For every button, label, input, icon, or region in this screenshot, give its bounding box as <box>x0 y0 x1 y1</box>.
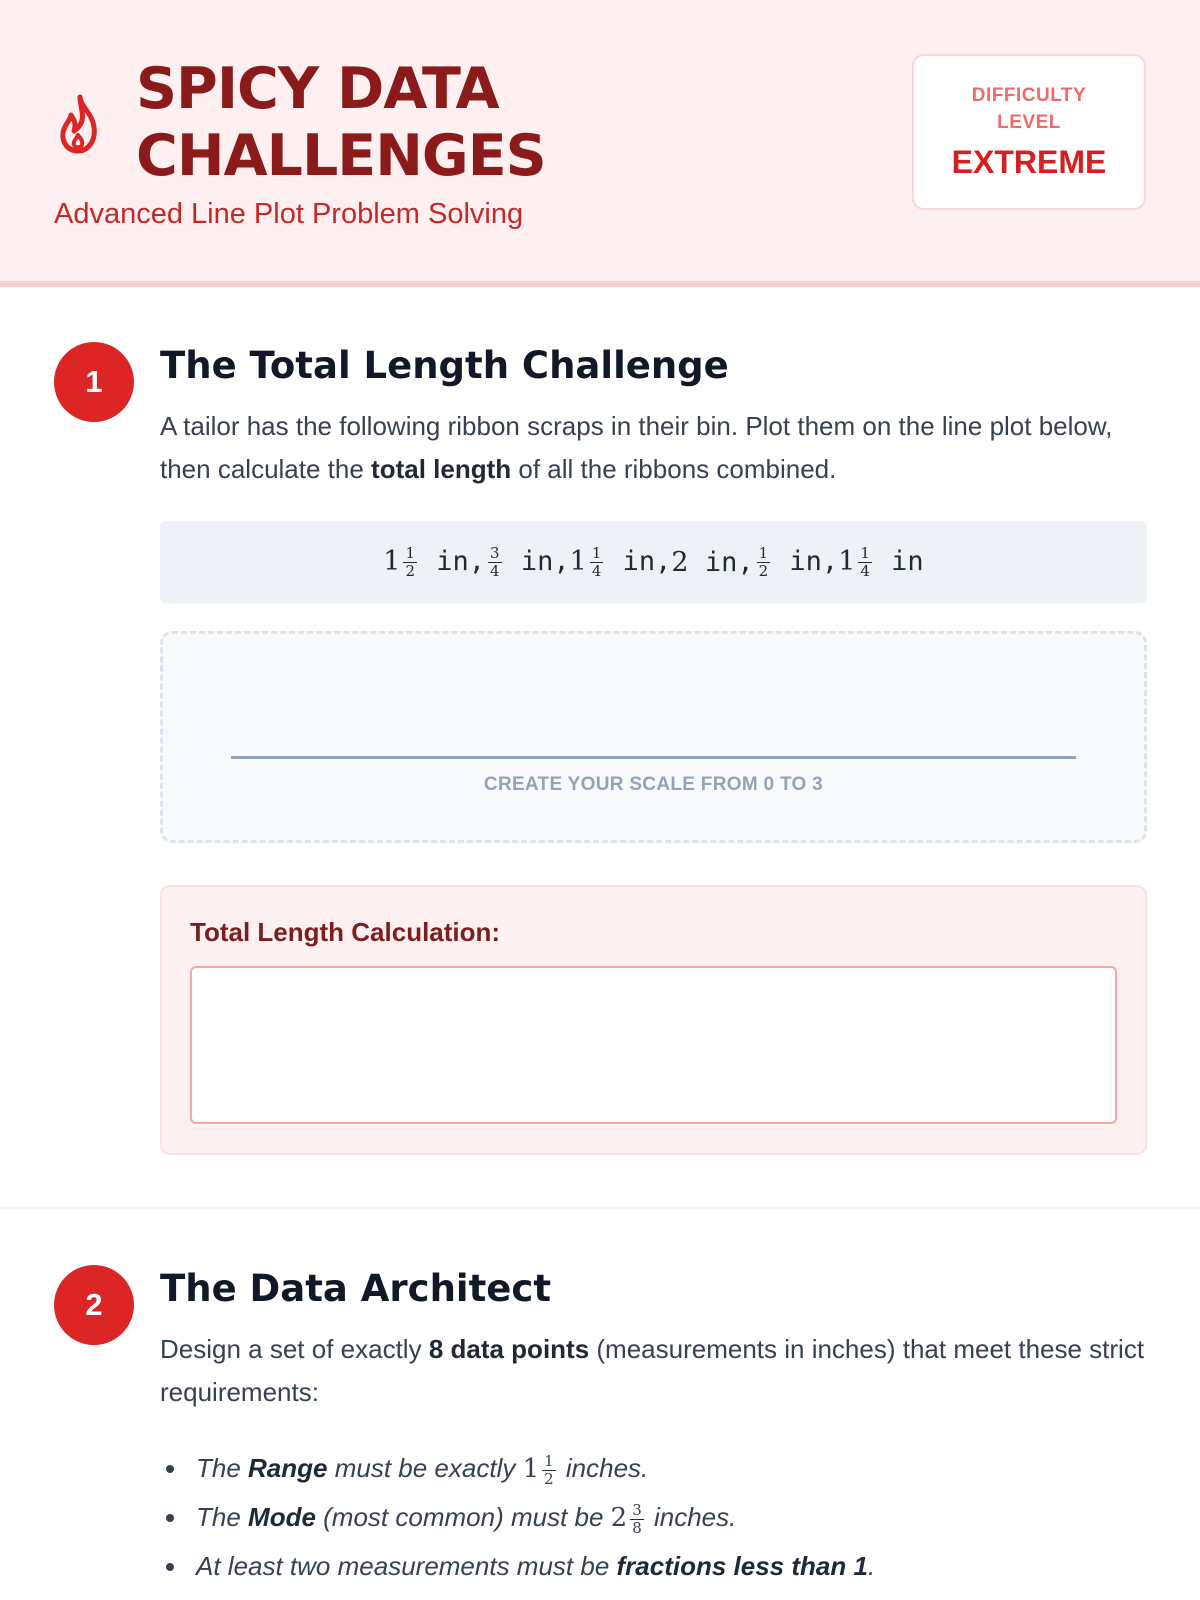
description-text-end: (measurements in inches) that meet these strict requirements: <box>160 1334 1145 1407</box>
fraction-numerator: 1 <box>591 543 602 562</box>
req-text: inches. <box>646 1502 737 1532</box>
problem-description <box>160 1328 1147 1414</box>
fraction-denominator: 2 <box>405 561 416 580</box>
brand <box>54 56 546 231</box>
problem-title: The Data Architect <box>160 1267 552 1310</box>
fraction <box>542 1453 556 1488</box>
measurement-fraction <box>858 545 872 580</box>
fraction-denominator: 4 <box>860 561 870 580</box>
measurement-item <box>485 545 570 580</box>
measurement-unit: in <box>874 545 924 577</box>
problem-1 <box>0 287 1200 1209</box>
description-text: Design a set of exactly <box>160 1334 429 1364</box>
fraction-numerator: 3 <box>632 1500 642 1519</box>
measurement-item <box>383 545 485 580</box>
requirement-range <box>160 1444 1147 1493</box>
measurement-whole: 1 <box>569 545 587 577</box>
req-text: The <box>196 1502 249 1532</box>
req-text: (most common) must be <box>315 1502 611 1532</box>
req-text: At least two measurements must be <box>196 1551 617 1581</box>
measurement-fraction <box>757 545 771 580</box>
measurement-unit: in, <box>773 545 839 577</box>
title-line-2: CHALLENGES <box>136 123 546 189</box>
difficulty-card <box>912 54 1146 210</box>
problem-2 <box>0 1209 1200 1590</box>
calculation-panel <box>160 885 1147 1155</box>
fraction-denominator: 4 <box>490 561 500 580</box>
scale-instruction: CREATE YOUR SCALE FROM 0 TO 3 <box>483 774 824 795</box>
flame-icon <box>54 91 104 155</box>
fraction-whole: 1 <box>522 1454 540 1484</box>
measurement-unit: in, <box>504 545 570 577</box>
measurement-item <box>838 545 924 580</box>
fraction-denominator: 2 <box>544 1469 554 1488</box>
measurement-fraction <box>590 545 604 580</box>
page-title <box>136 56 546 190</box>
req-emphasis: Range <box>248 1453 328 1483</box>
req-emphasis: Mode <box>248 1502 316 1532</box>
req-text: The <box>196 1453 249 1483</box>
req-text: must be exactly <box>327 1453 523 1483</box>
problem-description <box>160 405 1147 491</box>
fraction-numerator: 1 <box>405 543 416 562</box>
measurement-item <box>754 545 839 580</box>
page-subtitle: Advanced Line Plot Problem Solving <box>54 198 524 230</box>
measurement-fraction <box>488 545 502 580</box>
fraction-numerator: 1 <box>544 1451 554 1470</box>
description-text-end: of all the ribbons combined. <box>511 454 837 484</box>
measurement-item <box>671 547 753 578</box>
fraction-numerator: 1 <box>860 543 870 562</box>
measurement-list <box>160 521 1147 603</box>
measurement-whole: 2 <box>671 546 689 578</box>
problem-title: The Total Length Challenge <box>160 344 729 387</box>
title-line-1: SPICY DATA <box>136 56 499 122</box>
description-emphasis: total length <box>371 454 512 484</box>
requirement-fractions <box>160 1542 1147 1590</box>
calculation-answer-box[interactable] <box>190 966 1117 1124</box>
fraction <box>630 1502 644 1537</box>
measurement-fraction <box>403 545 417 580</box>
description-text: A tailor has the following ribbon scraps in their bin. Plot them on the line plot below, then calculate the <box>160 411 1113 484</box>
measurement-item <box>570 545 672 580</box>
requirements-list <box>160 1444 1147 1590</box>
problem-number-badge: 1 <box>54 342 134 422</box>
fraction-denominator: 8 <box>632 1518 642 1537</box>
fraction-denominator: 2 <box>758 561 769 580</box>
req-text: inches. <box>558 1453 649 1483</box>
calculation-label: Total Length Calculation: <box>190 917 501 947</box>
fraction-whole: 2 <box>610 1503 628 1533</box>
page-header <box>0 0 1200 287</box>
measurement-unit: in, <box>606 545 672 577</box>
fraction-numerator: 3 <box>490 543 500 562</box>
difficulty-value: EXTREME <box>951 144 1107 180</box>
number-line <box>231 756 1076 759</box>
measurement-whole: 1 <box>383 545 401 577</box>
fraction-denominator: 4 <box>591 561 602 580</box>
line-plot-area[interactable] <box>160 631 1147 843</box>
req-emphasis: fractions less than 1 <box>616 1551 868 1581</box>
measurement-unit: in, <box>420 545 486 577</box>
fraction-numerator: 1 <box>758 543 769 562</box>
description-emphasis: 8 data points <box>428 1334 590 1364</box>
difficulty-label-line-2: LEVEL <box>997 112 1061 133</box>
requirement-mode <box>160 1493 1147 1542</box>
req-text: . <box>867 1551 876 1581</box>
measurement-unit: in, <box>688 546 754 578</box>
problem-number-badge: 2 <box>54 1265 134 1345</box>
difficulty-label-line-1: DIFFICULTY <box>971 85 1087 106</box>
measurement-whole: 1 <box>838 545 856 577</box>
